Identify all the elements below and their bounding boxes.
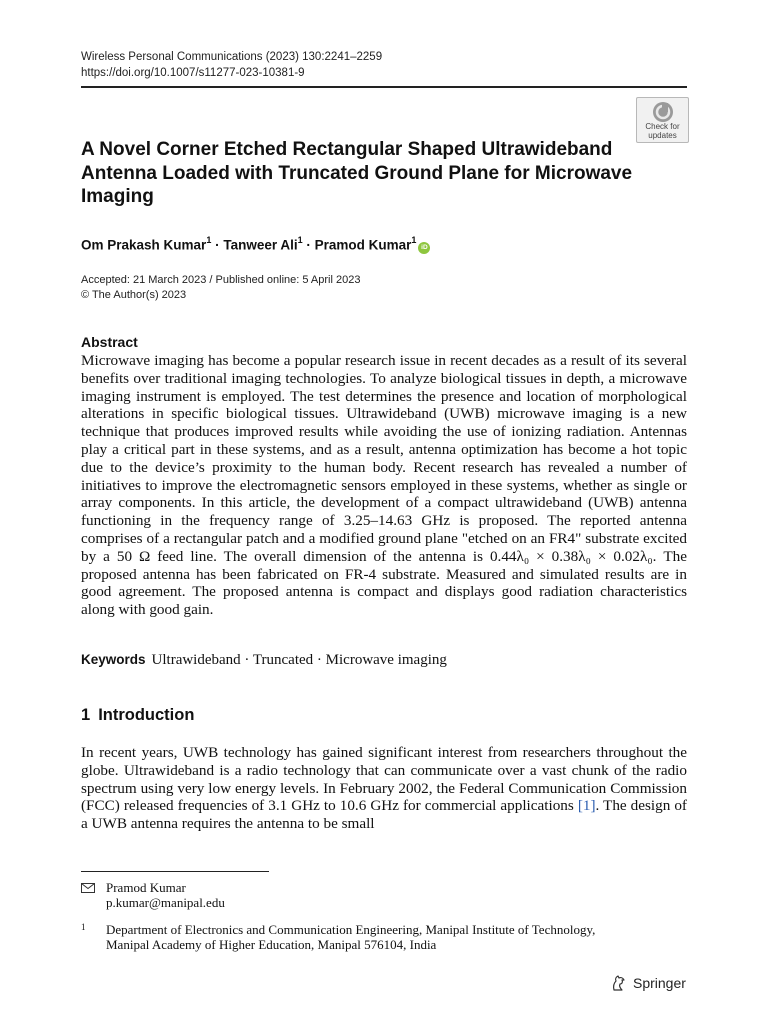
section-heading	[81, 706, 194, 725]
check-for-updates-badge[interactable]	[636, 97, 689, 143]
mail-icon	[81, 883, 95, 893]
keywords	[81, 652, 447, 669]
check-for-updates-icon	[652, 101, 674, 123]
check-for-updates-label: Check for updates	[645, 122, 680, 140]
author-separator: ·	[302, 237, 315, 253]
corresponding-author-email[interactable]: p.kumar@manipal.edu	[106, 895, 225, 910]
affiliation-marker: 1	[411, 235, 417, 245]
springer-horse-icon	[610, 974, 628, 992]
keywords-list: Ultrawideband · Truncated · Microwave imaging	[151, 652, 447, 668]
affiliation-marker: 1	[206, 235, 212, 245]
journal-header	[81, 49, 382, 81]
publication-dates	[81, 273, 360, 303]
header-rule	[81, 86, 687, 88]
affiliation-line: Department of Electronics and Communication Engineering, Manipal Institute of Technology,	[106, 922, 596, 937]
author-name[interactable]: Om Prakash Kumar	[81, 237, 207, 253]
affiliation-number: 1	[81, 922, 86, 932]
article-title: A Novel Corner Etched Rectangular Shaped Ultrawideband Antenna Loaded with Truncated Ground Plane for Microwave Imaging	[81, 139, 633, 207]
journal-citation: Wireless Personal Communications (2023) 130:2241–2259	[81, 51, 383, 63]
accepted-published-dates: Accepted: 21 March 2023 / Published online: 5 April 2023	[81, 274, 361, 286]
copyright-notice: © The Author(s) 2023	[81, 289, 187, 301]
section-title: Introduction	[98, 706, 195, 724]
author-name[interactable]: Pramod Kumar	[314, 237, 412, 253]
abstract-text: Microwave imaging has become a popular research issue in recent decades as a result of its several benefits over traditional imaging technologies. To analyze biological tissues in depth, a microwave imaging instrument is employed. The test determines the presence and location of morphological alterations in specific biological tissues. Ultrawideband (UWB) microwave imaging is a new technique that produces improved results while avoiding the use of ionizing radiation. Antennas play a critical part in these systems, and as a result, antenna optimization has become a hot topic due to the device’s proximity to the human body. Recent research has revealed a number of initiatives to improve the electromagnetic sensors employed in these systems, whether as single or array components. In this article, the development of a compact ultrawideband (UWB) antenna functioning in the frequency range of 3.25–14.63 GHz is proposed. The reported antenna comprises of a rectangular patch and a modified ground plane "etched on an FR4" substrate excited by a 50 Ω feed line. The overall dimension of the antenna is 0.44λ₀ × 0.38λ₀ × 0.02λ₀. The proposed antenna has been fabricated on FR-4 substrate. Measured and simulated results are in good agreement. The proposed antenna is compact and displays good radiation characteristics along with good gain.	[81, 352, 687, 619]
author-separator: ·	[211, 237, 224, 253]
footnote-rule	[81, 871, 269, 872]
introduction-text: In recent years, UWB technology has gained significant interest from researchers throughout the globe. Ultrawideband is a radio technology that can communicate over a vast chunk of the radio spectrum using very low energy levels. In February 2002, the Federal Communication Commission (FCC) released frequencies of 3.1 GHz to 10.6 GHz for commercial applications	[81, 744, 687, 815]
publisher-logo	[610, 974, 686, 992]
orcid-icon[interactable]: iD	[418, 242, 430, 254]
introduction-paragraph	[81, 744, 687, 833]
corresponding-author-name: Pramod Kumar	[106, 880, 186, 895]
publisher-name: Springer	[633, 975, 686, 991]
affiliation-line: Manipal Academy of Higher Education, Manipal 576104, India	[106, 937, 437, 952]
author-list	[81, 232, 430, 255]
keywords-heading: Keywords	[81, 652, 146, 667]
affiliation-marker: 1	[297, 235, 303, 245]
citation-link[interactable]: [1]	[577, 797, 596, 815]
author-name[interactable]: Tanweer Ali	[223, 237, 298, 253]
section-number: 1	[81, 706, 91, 724]
doi-link[interactable]: https://doi.org/10.1007/s11277-023-10381-9	[81, 67, 305, 79]
introduction-text-continued: . The design of a UWB antenna requires the antenna to be small	[81, 797, 687, 833]
abstract-heading: Abstract	[81, 334, 138, 350]
